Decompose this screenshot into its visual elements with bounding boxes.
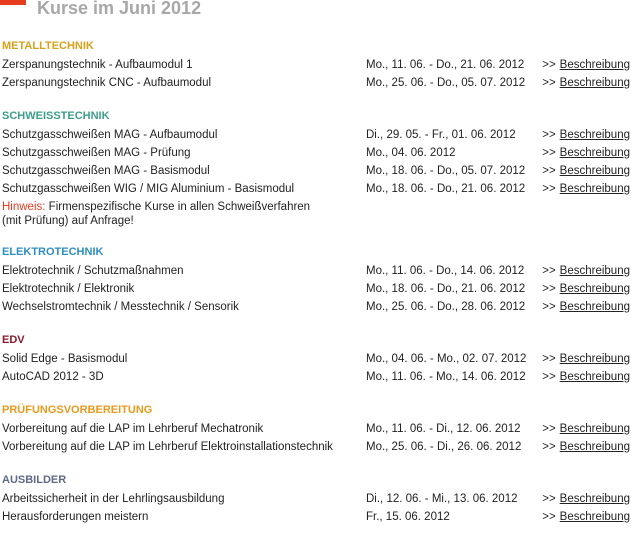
course-section — [2, 108, 630, 228]
course-name: Vorbereitung auf die LAP im Lehrberuf Elektroinstallationstechnik — [2, 441, 333, 453]
course-row — [2, 144, 630, 162]
page-header — [0, 0, 631, 22]
course-name: Schutzgasschweißen MAG - Prüfung — [2, 147, 191, 159]
course-name: Zerspanungstechnik - Aufbaumodul 1 — [2, 59, 193, 71]
description-link[interactable]: Beschreibung — [559, 353, 630, 365]
course-row — [2, 420, 630, 438]
section-note — [2, 198, 630, 228]
double-arrow-icon: >> — [542, 441, 556, 453]
course-section — [2, 244, 630, 316]
double-arrow-icon: >> — [542, 147, 556, 159]
description-link[interactable]: Beschreibung — [559, 301, 630, 313]
course-date: Di., 12. 06. - Mi., 13. 06. 2012 — [366, 493, 518, 505]
course-row — [2, 126, 630, 144]
double-arrow-icon: >> — [542, 371, 556, 383]
course-name: Schutzgasschweißen WIG / MIG Aluminium - Basismodul — [2, 183, 295, 195]
description-link[interactable]: Beschreibung — [559, 423, 630, 435]
course-section — [2, 38, 630, 92]
page-title: Kurse im Juni 2012 — [37, 0, 202, 18]
double-arrow-icon: >> — [542, 511, 556, 523]
double-arrow-icon: >> — [542, 423, 556, 435]
double-arrow-icon: >> — [542, 301, 556, 313]
course-date: Mo., 11. 06. - Di., 12. 06. 2012 — [366, 423, 521, 435]
double-arrow-icon: >> — [542, 283, 556, 295]
description-link-group — [542, 74, 630, 92]
description-link[interactable]: Beschreibung — [559, 183, 630, 195]
course-date: Mo., 25. 06. - Do., 05. 07. 2012 — [366, 77, 526, 89]
description-link-group — [542, 280, 630, 298]
course-row — [2, 490, 630, 508]
description-link-group — [542, 368, 630, 386]
course-section — [2, 402, 630, 456]
course-name: Schutzgasschweißen MAG - Basismodul — [2, 165, 210, 177]
description-link[interactable]: Beschreibung — [559, 441, 630, 453]
course-date: Mo., 18. 06. - Do., 21. 06. 2012 — [366, 283, 526, 295]
double-arrow-icon: >> — [542, 77, 556, 89]
description-link-group — [542, 490, 630, 508]
description-link-group — [542, 350, 630, 368]
course-name: Wechselstromtechnik / Messtechnik / Sensorik — [2, 301, 239, 313]
course-list — [2, 38, 630, 542]
description-link[interactable]: Beschreibung — [559, 129, 630, 141]
course-date: Mo., 04. 06. 2012 — [366, 147, 456, 159]
description-link-group — [542, 126, 630, 144]
course-date: Mo., 04. 06. - Mo., 02. 07. 2012 — [366, 353, 527, 365]
course-date: Mo., 18. 06. - Do., 05. 07. 2012 — [366, 165, 526, 177]
double-arrow-icon: >> — [542, 59, 556, 71]
course-row — [2, 368, 630, 386]
description-link[interactable]: Beschreibung — [559, 511, 630, 523]
course-date: Di., 29. 05. - Fr., 01. 06. 2012 — [366, 129, 516, 141]
course-date: Mo., 25. 06. - Do., 28. 06. 2012 — [366, 301, 526, 313]
description-link-group — [542, 144, 630, 162]
double-arrow-icon: >> — [542, 183, 556, 195]
description-link[interactable]: Beschreibung — [559, 493, 630, 505]
course-section — [2, 332, 630, 386]
section-title: PRÜFUNGSVORBEREITUNG — [2, 404, 153, 416]
description-link[interactable]: Beschreibung — [559, 265, 630, 277]
description-link-group — [542, 298, 630, 316]
course-name: Vorbereitung auf die LAP im Lehrberuf Mechatronik — [2, 423, 264, 435]
description-link[interactable]: Beschreibung — [559, 147, 630, 159]
description-link-group — [542, 508, 630, 526]
section-title: AUSBILDER — [2, 474, 67, 486]
double-arrow-icon: >> — [542, 129, 556, 141]
course-row — [2, 508, 630, 526]
course-name: AutoCAD 2012 - 3D — [2, 371, 104, 383]
description-link-group — [542, 162, 630, 180]
course-name: Herausforderungen meistern — [2, 511, 149, 523]
course-row — [2, 350, 630, 368]
course-row — [2, 56, 630, 74]
course-date: Mo., 25. 06. - Di., 26. 06. 2012 — [366, 441, 522, 453]
accent-bar — [0, 0, 26, 5]
note-label: Hinweis: — [2, 201, 46, 213]
description-link-group — [542, 438, 630, 456]
course-date: Mo., 11. 06. - Do., 14. 06. 2012 — [366, 265, 525, 277]
description-link-group — [542, 420, 630, 438]
course-name: Elektrotechnik / Schutzmaßnahmen — [2, 265, 184, 277]
course-date: Mo., 11. 06. - Do., 21. 06. 2012 — [366, 59, 525, 71]
course-section — [2, 472, 630, 526]
course-date: Fr., 15. 06. 2012 — [366, 511, 450, 523]
description-link[interactable]: Beschreibung — [559, 77, 630, 89]
description-link-group — [542, 262, 630, 280]
note-text-line-2: (mit Prüfung) auf Anfrage! — [2, 215, 134, 227]
course-date: Mo., 11. 06. - Mo., 14. 06. 2012 — [366, 371, 526, 383]
note-text-line-1: Firmenspezifische Kurse in allen Schweißverfahren — [45, 201, 311, 213]
course-name: Schutzgasschweißen MAG - Aufbaumodul — [2, 129, 218, 141]
description-link-group — [542, 180, 630, 198]
description-link[interactable]: Beschreibung — [559, 165, 630, 177]
description-link[interactable]: Beschreibung — [559, 371, 630, 383]
description-link[interactable]: Beschreibung — [559, 283, 630, 295]
course-row — [2, 180, 630, 198]
course-date: Mo., 18. 06. - Do., 21. 06. 2012 — [366, 183, 526, 195]
course-row — [2, 298, 630, 316]
section-title: SCHWEISSTECHNIK — [2, 110, 110, 122]
course-row — [2, 74, 630, 92]
course-name: Zerspanungstechnik CNC - Aufbaumodul — [2, 77, 212, 89]
section-title: EDV — [2, 334, 25, 346]
description-link[interactable]: Beschreibung — [559, 59, 630, 71]
section-title: ELEKTROTECHNIK — [2, 246, 104, 258]
course-row — [2, 280, 630, 298]
section-title: METALLTECHNIK — [2, 40, 94, 52]
double-arrow-icon: >> — [542, 353, 556, 365]
course-row — [2, 438, 630, 456]
course-name: Elektrotechnik / Elektronik — [2, 283, 135, 295]
description-link-group — [542, 56, 630, 74]
course-name: Solid Edge - Basismodul — [2, 353, 128, 365]
course-row — [2, 262, 630, 280]
double-arrow-icon: >> — [542, 265, 556, 277]
double-arrow-icon: >> — [542, 165, 556, 177]
course-name: Arbeitssicherheit in der Lehrlingsausbildung — [2, 493, 225, 505]
double-arrow-icon: >> — [542, 493, 556, 505]
course-row — [2, 162, 630, 180]
